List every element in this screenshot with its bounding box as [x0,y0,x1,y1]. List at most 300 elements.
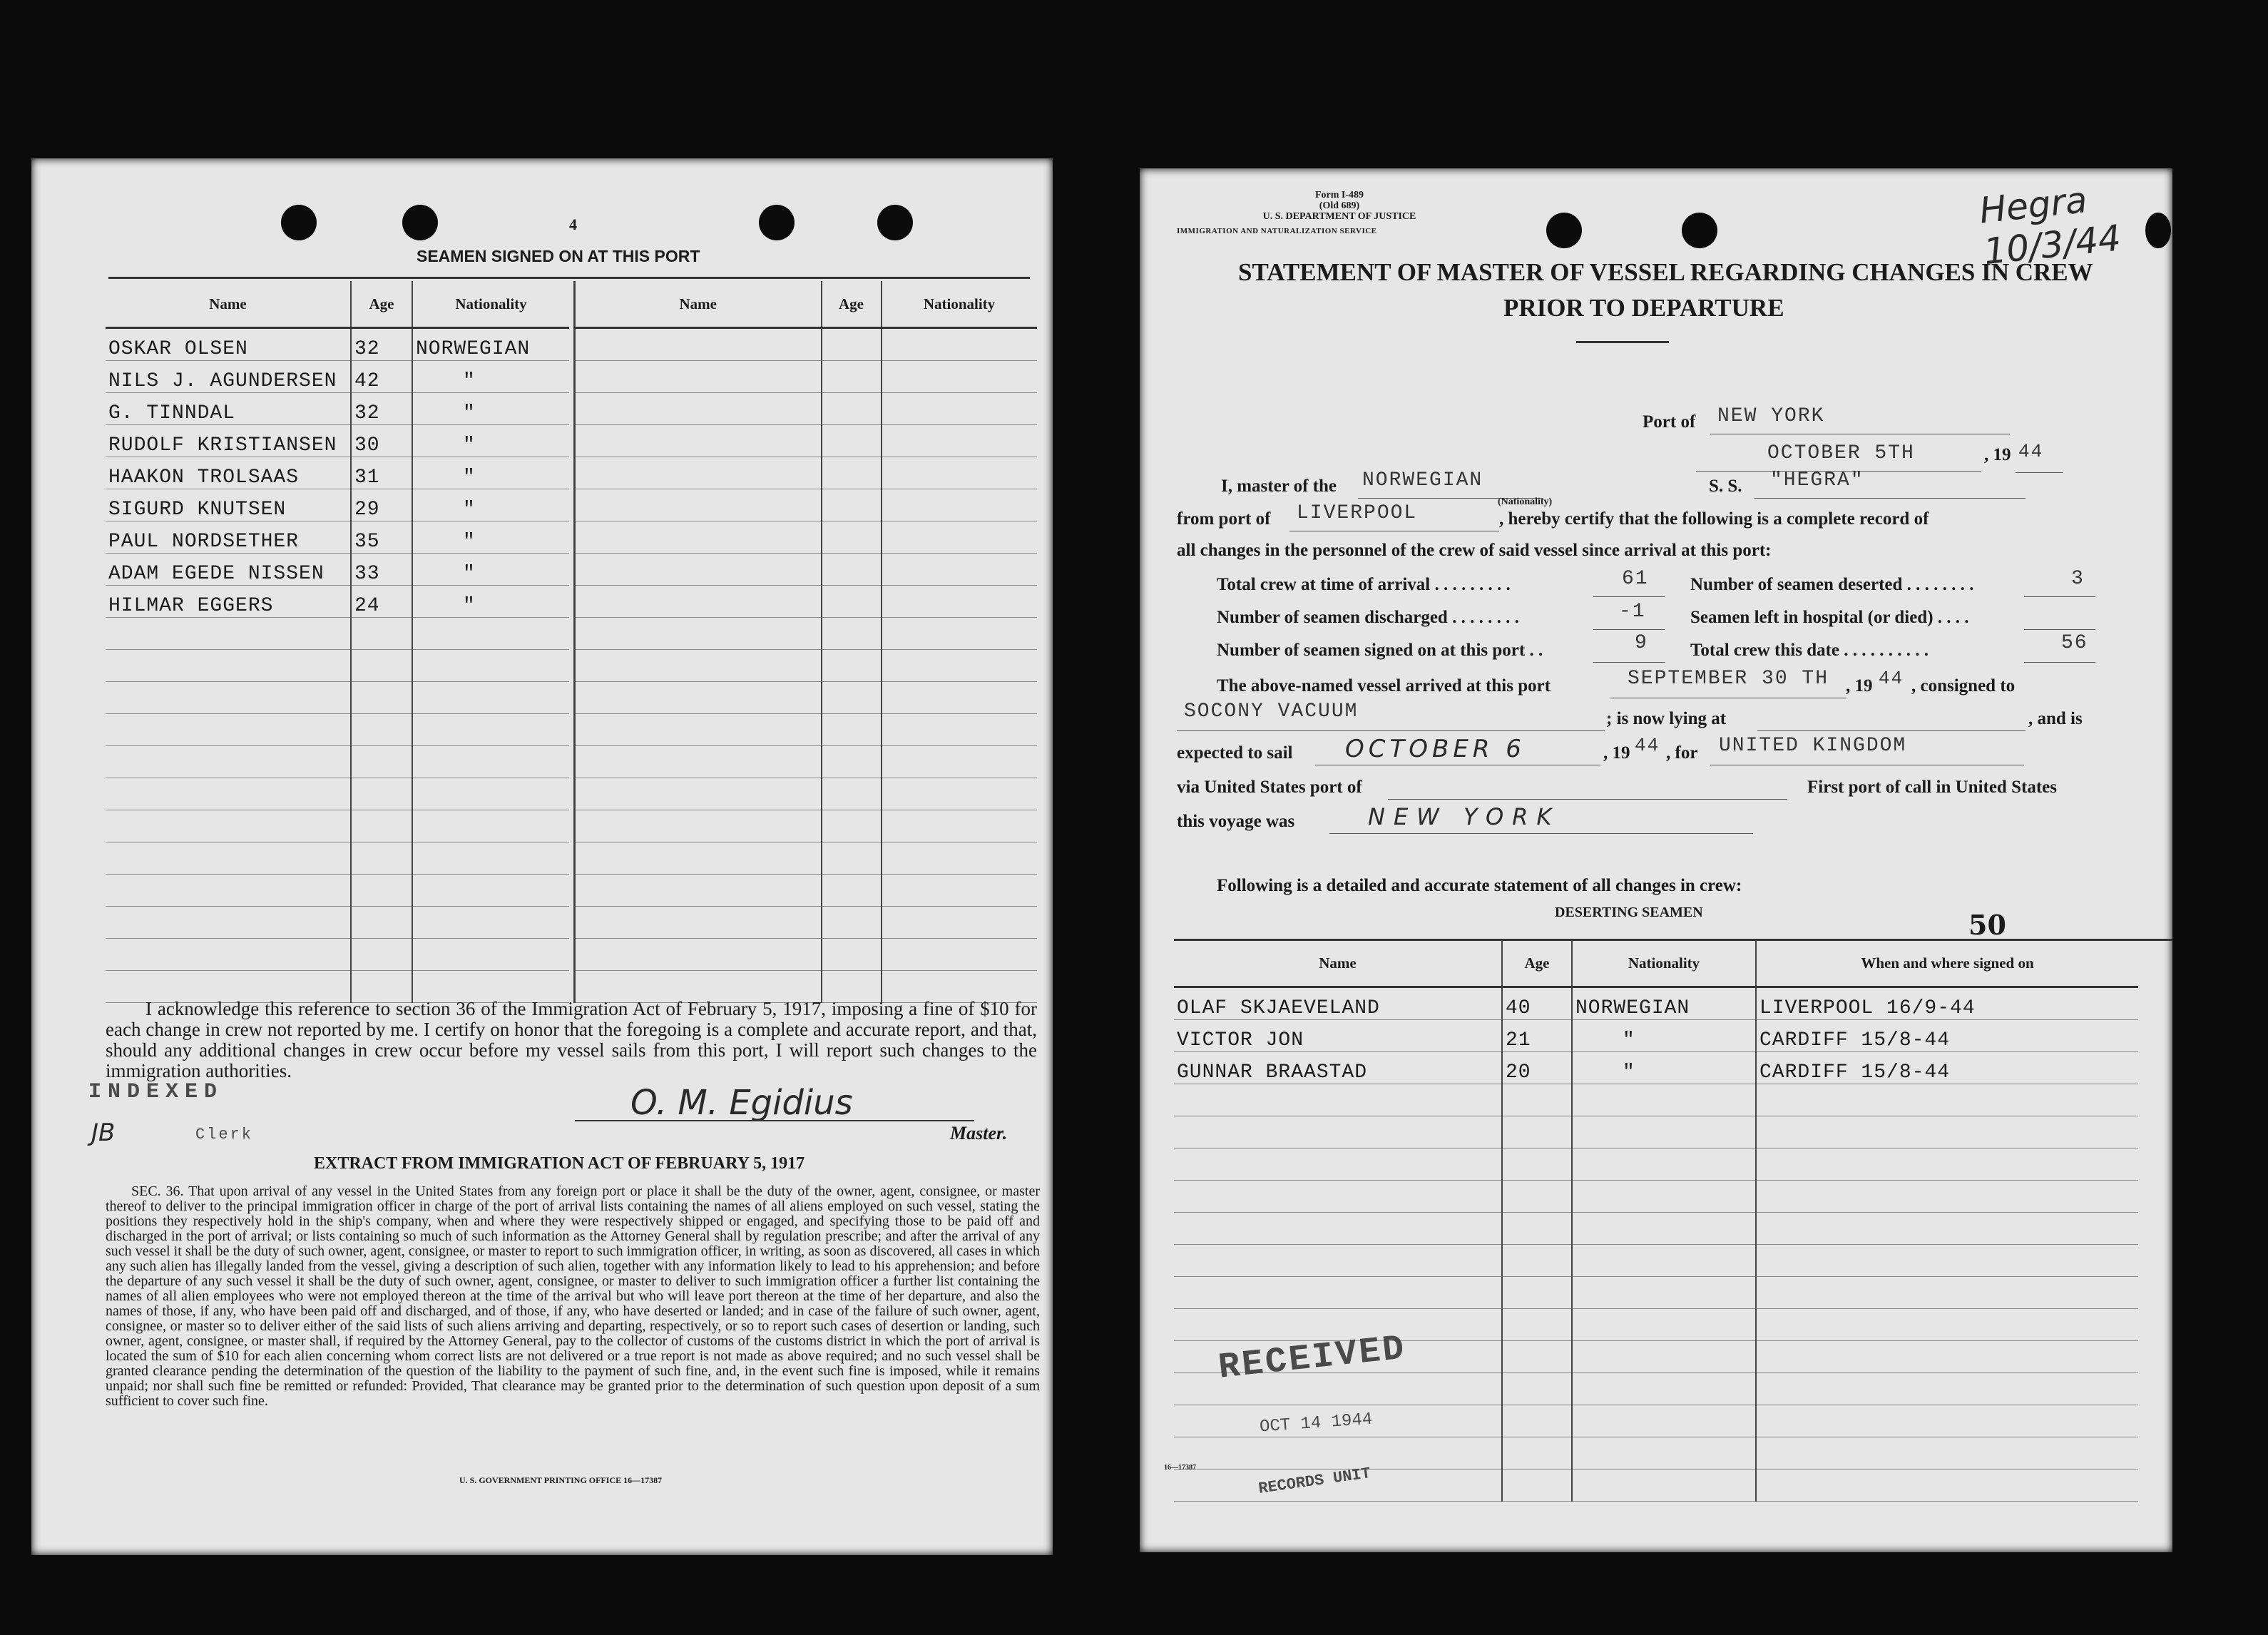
year-prefix: , 19 [1984,445,2011,464]
cell-nationality [882,457,1037,489]
ss-label: S. S. [1709,477,1742,496]
col-header-name: Name [575,281,822,328]
punch-hole [281,205,317,240]
cell-age [351,714,412,746]
clerk-initials: JB [91,1119,116,1147]
clerk-label: Clerk [195,1126,254,1144]
cell-name [575,650,822,682]
cell-nationality [882,778,1037,810]
right-page [1140,168,2172,1552]
table-row [106,457,569,489]
cell-name [106,842,351,875]
cell-age [822,554,882,586]
cell-age: 20 [1502,1052,1572,1084]
table-row [575,875,1037,907]
cell-nationality [882,554,1037,586]
cell-age: 31 [351,457,412,489]
consignee-value: SOCONY VACUUM [1184,701,1359,723]
table-row [106,554,569,586]
nationality-value: NORWEGIAN [1362,469,1483,491]
cell-nationality [412,650,569,682]
table-row [575,361,1037,393]
cell-age [1502,1437,1572,1470]
cell-nationality [1572,1470,1756,1502]
cell-age [351,810,412,842]
cell-name [106,810,351,842]
cell-nationality: " [1572,1020,1756,1052]
table-row [1174,1277,2138,1309]
cell-age [822,393,882,425]
cell-name [575,554,822,586]
cell-signed-on [1756,1309,2138,1341]
form-old: (Old 689) [1319,200,1360,211]
cell-name: HAAKON TROLSAAS [106,457,351,489]
sail-year-prefix: , 19 [1603,743,1630,763]
cell-name [106,714,351,746]
cell-name [106,778,351,810]
ship-name: "HEGRA" [1770,469,1864,491]
cell-nationality [1572,1405,1756,1437]
cell-age [1502,1213,1572,1245]
sail-date: OCTOBER 6 [1345,735,1526,763]
cell-age [1502,1277,1572,1309]
cell-name [106,650,351,682]
cell-signed-on [1756,1213,2138,1245]
table-row [575,328,1037,361]
cell-age: 32 [351,393,412,425]
department: U. S. DEPARTMENT OF JUSTICE [1262,211,1416,222]
cell-nationality [412,682,569,714]
col-header-age: Age [351,281,412,328]
cell-age [1502,1245,1572,1277]
table-row [106,875,569,907]
master-label: Master. [950,1123,1008,1144]
cell-nationality [882,425,1037,457]
cell-age: 24 [351,586,412,618]
table-row [575,489,1037,521]
cell-nationality: " [412,457,569,489]
cell-signed-on [1756,1405,2138,1437]
cell-nationality: NORWEGIAN [412,328,569,361]
cell-age: 35 [351,521,412,554]
col-header-name: Name [106,281,351,328]
punch-hole [1546,213,1582,248]
cell-name [106,618,351,650]
punch-hole [402,205,438,240]
table-row [1174,1245,2138,1277]
total-crew-date-label: Total crew this date . . . . . . . . . . [1690,641,1929,660]
arrived-label: The above-named vessel arrived at this port [1217,676,1551,696]
cell-nationality [882,682,1037,714]
signed-on-label: Number of seamen signed on at this port . . [1217,641,1543,660]
cell-name [575,714,822,746]
cell-name [575,939,822,971]
cell-signed-on [1756,1341,2138,1373]
cell-name [575,521,822,554]
seamen-table-right [573,281,1037,1003]
total-crew-date: 56 [2061,632,2088,654]
cell-nationality: " [412,521,569,554]
table-row [106,682,569,714]
cell-age [1502,1309,1572,1341]
cell-signed-on [1756,1181,2138,1213]
title-rule [1576,341,1669,343]
voyage-label: this voyage was [1177,812,1295,831]
table-row [1174,1020,2138,1052]
cell-name [575,875,822,907]
table-row [575,554,1037,586]
cell-name: OLAF SKJAEVELAND [1174,987,1502,1020]
cell-nationality [1572,1373,1756,1405]
cell-nationality [412,875,569,907]
cell-age [351,907,412,939]
and-is-label: , and is [2028,709,2083,728]
table-row [106,586,569,618]
for-label: , for [1666,743,1698,763]
from-port-label: from port of [1177,509,1271,529]
cell-age [1502,1181,1572,1213]
cell-nationality [882,489,1037,521]
table-row [1174,1148,2138,1181]
table-row [1174,1437,2138,1470]
table-row [106,907,569,939]
col-header-signed-on: When and where signed on [1756,940,2138,987]
printer-line: U. S. GOVERNMENT PRINTING OFFICE 16—17387 [459,1475,663,1485]
deserted-label: Number of seamen deserted . . . . . . . . [1690,575,1974,594]
cell-signed-on [1756,1373,2138,1405]
records-unit-stamp: RECORDS UNIT [1257,1465,1372,1498]
cell-age: 29 [351,489,412,521]
cell-age [822,842,882,875]
cell-nationality: " [412,586,569,618]
cell-age [822,682,882,714]
cell-age [822,521,882,554]
cell-nationality [882,393,1037,425]
master-of-label: I, master of the [1221,477,1337,496]
certify-text-2: all changes in the personnel of the crew of said vessel since arrival at this port: [1177,541,1772,560]
service-name: IMMIGRATION AND NATURALIZATION SERVICE [1177,227,1377,235]
cell-age [1502,1470,1572,1502]
cell-nationality [1572,1084,1756,1116]
cell-age [822,618,882,650]
cell-name [106,907,351,939]
table-row [106,618,569,650]
cell-nationality: " [412,393,569,425]
table-row [1174,1052,2138,1084]
footer-code: 16—17387 [1164,1464,1196,1472]
table-row [575,907,1037,939]
cell-name [1174,1213,1502,1245]
table-row [106,746,569,778]
col-header-nationality: Nationality [882,281,1037,328]
port-label: Port of [1643,412,1696,432]
cell-nationality [412,842,569,875]
cell-signed-on: CARDIFF 15/8-44 [1756,1052,2138,1084]
expected-label: expected to sail [1177,743,1293,763]
cell-nationality [1572,1309,1756,1341]
arrived-year-prefix: , 19 [1846,676,1873,696]
table-row [575,682,1037,714]
cell-age [1502,1084,1572,1116]
col-header-nationality: Nationality [412,281,569,328]
cell-name: ADAM EGEDE NISSEN [106,554,351,586]
cell-name [575,328,822,361]
col-header-age: Age [822,281,882,328]
cell-name: NILS J. AGUNDERSEN [106,361,351,393]
cell-name [575,586,822,618]
cell-name [106,746,351,778]
hospital-label: Seamen left in hospital (or died) . . . . [1690,608,1969,627]
seamen-table-left [106,281,569,1003]
table-row [106,361,569,393]
cell-signed-on [1756,1116,2138,1148]
cell-nationality: " [412,554,569,586]
cell-nationality [882,875,1037,907]
cell-nationality [882,618,1037,650]
cell-nationality [1572,1437,1756,1470]
table-row [575,746,1037,778]
cell-name: G. TINNDAL [106,393,351,425]
master-signature: O. M. Egidius [630,1083,853,1123]
from-port-value: LIVERPOOL [1297,502,1418,524]
cell-name: OSKAR OLSEN [106,328,351,361]
cell-nationality [412,746,569,778]
cell-age [1502,1148,1572,1181]
table-row [575,393,1037,425]
cell-age [822,810,882,842]
acknowledgment-text: I acknowledge this reference to section 36 of the Immigration Act of February 5, 1917, imposing a fine of $10 for each change in crew not reported by me. I certify on honor that the foregoing is a complete and accurate report, and that, should any additional changes in crew occur before my vessel sails from this port, I will report such changes to the immigration authorities. [106,998,1037,1081]
table-row [575,810,1037,842]
following-label: Following is a detailed and accurate statement of all changes in crew: [1217,876,1742,895]
table-row [575,457,1037,489]
table-row [1174,1181,2138,1213]
col-header-age: Age [1502,940,1572,987]
cell-name [575,425,822,457]
cell-nationality [882,586,1037,618]
cell-nationality [882,907,1037,939]
cell-name [575,457,822,489]
cell-name [1174,1437,1502,1470]
table-row [106,714,569,746]
cell-nationality [882,746,1037,778]
form-title-line1: STATEMENT OF MASTER OF VESSEL REGARDING CHANGES IN CREW [1238,258,2093,286]
table-row [106,650,569,682]
cell-nationality [1572,1341,1756,1373]
total-crew-arrival-label: Total crew at time of arrival . . . . . . . . . [1217,575,1511,594]
cell-age: 33 [351,554,412,586]
page-number: 4 [569,215,577,233]
punch-hole [877,205,913,240]
col-header-name: Name [1174,940,1502,987]
table-row [575,939,1037,971]
number-stamp: 50 [1968,909,2006,941]
cell-signed-on: CARDIFF 15/8-44 [1756,1020,2138,1052]
cell-age [351,618,412,650]
consigned-label: , consigned to [1911,676,2016,696]
cell-name [1174,1245,1502,1277]
cell-name: VICTOR JON [1174,1020,1502,1052]
col-header-nationality: Nationality [1572,940,1756,987]
cell-age: 32 [351,328,412,361]
certify-text: , hereby certify that the following is a complete record of [1499,509,1929,529]
cell-age [351,650,412,682]
cell-nationality [882,361,1037,393]
table-row [575,521,1037,554]
table-row [106,521,569,554]
table-row [575,842,1037,875]
cell-nationality [412,618,569,650]
cell-name [575,778,822,810]
cell-nationality: " [412,361,569,393]
cell-signed-on [1756,1084,2138,1116]
received-stamp: RECEIVED [1216,1328,1409,1389]
cell-age [351,875,412,907]
cell-age [822,457,882,489]
cell-age [822,328,882,361]
port-value: NEW YORK [1717,405,1825,427]
punch-hole [1682,213,1717,248]
cell-nationality: " [412,425,569,457]
cell-name [106,875,351,907]
left-page [31,158,1053,1555]
cell-nationality [882,328,1037,361]
cell-name [575,489,822,521]
arrived-year: 44 [1879,668,1904,689]
first-port-label: First port of call in United States [1807,778,2057,797]
cell-nationality [882,842,1037,875]
cell-signed-on [1756,1437,2138,1470]
table-row [106,810,569,842]
cell-nationality [882,714,1037,746]
cell-age [351,746,412,778]
cell-age: 21 [1502,1020,1572,1052]
extract-heading: EXTRACT FROM IMMIGRATION ACT OF FEBRUARY 5, 1917 [314,1154,805,1173]
cell-age [1502,1373,1572,1405]
total-crew-arrival: 61 [1622,568,1649,590]
cell-age [822,907,882,939]
cell-nationality [412,907,569,939]
cell-age [822,586,882,618]
cell-age [351,682,412,714]
cell-name [575,746,822,778]
table-row [106,842,569,875]
lying-label: ; is now lying at [1606,709,1727,728]
cell-nationality [882,939,1037,971]
cell-name [106,682,351,714]
cell-name: GUNNAR BRAASTAD [1174,1052,1502,1084]
cell-name [575,810,822,842]
cell-nationality [882,650,1037,682]
discharged-label: Number of seamen discharged . . . . . . . . [1217,608,1519,627]
cell-name [575,682,822,714]
discharged-count: -1 [1619,601,1646,623]
cell-nationality: " [1572,1052,1756,1084]
cell-age [351,842,412,875]
table-row [106,425,569,457]
form-number: Form I-489 [1314,190,1364,200]
cell-name [575,907,822,939]
cell-age [822,714,882,746]
cell-name [1174,1181,1502,1213]
cell-age [1502,1116,1572,1148]
deserted-count: 3 [2071,568,2085,590]
received-date: OCT 14 1944 [1259,1410,1374,1437]
cell-signed-on [1756,1245,2138,1277]
cell-name: RUDOLF KRISTIANSEN [106,425,351,457]
cell-age [822,361,882,393]
table-row [106,778,569,810]
destination-value: UNITED KINGDOM [1719,735,1907,757]
table-row [106,393,569,425]
cell-name: HILMAR EGGERS [106,586,351,618]
section-heading: SEAMEN SIGNED ON AT THIS PORT [417,247,700,265]
form-block [1261,190,1418,222]
cell-nationality [1572,1148,1756,1181]
sail-year: 44 [1635,735,1660,756]
cell-name [575,618,822,650]
table-row [575,778,1037,810]
table-row [106,328,569,361]
cell-nationality [412,939,569,971]
cell-age [822,939,882,971]
cell-age [1502,1405,1572,1437]
cell-nationality [412,810,569,842]
cell-signed-on [1756,1277,2138,1309]
cell-age [822,875,882,907]
cell-age: 42 [351,361,412,393]
cell-nationality [1572,1277,1756,1309]
table-row [1174,1309,2138,1341]
cell-nationality [412,778,569,810]
cell-nationality [1572,1213,1756,1245]
cell-age: 40 [1502,987,1572,1020]
cell-nationality: NORWEGIAN [1572,987,1756,1020]
form-title-line2: PRIOR TO DEPARTURE [1503,294,1784,322]
cell-age [822,778,882,810]
table-row [575,650,1037,682]
cell-age [822,650,882,682]
table-row [575,586,1037,618]
table-row [106,939,569,971]
indexed-stamp: INDEXED [88,1080,224,1104]
cell-nationality [882,521,1037,554]
cell-age [1502,1341,1572,1373]
cell-name: SIGURD KNUTSEN [106,489,351,521]
cell-age [822,425,882,457]
date-value: OCTOBER 5TH [1767,442,1915,464]
cell-signed-on: LIVERPOOL 16/9-44 [1756,987,2138,1020]
handwritten-corner-note: Hegra 10/3/44 [1977,179,2123,273]
cell-name: PAUL NORDSETHER [106,521,351,554]
cell-name [1174,1277,1502,1309]
cell-name [1174,1116,1502,1148]
nationality-caption: (Nationality) [1498,496,1553,507]
cell-name [575,393,822,425]
cell-name [575,842,822,875]
table-row [575,618,1037,650]
cell-signed-on [1756,1148,2138,1181]
cell-name [1174,1084,1502,1116]
cell-age: 30 [351,425,412,457]
deserting-heading: DESERTING SEAMEN [1555,905,1703,920]
table-row [575,714,1037,746]
extract-text: SEC. 36. That upon arrival of any vessel in the United States from any foreign port or place it shall be the duty of the owner, agent, consignee, or master thereof to deliver to the principal immigration officer in charge of the port of arrival lists containing the names of all aliens employed on such vessel, stating the positions they respectively hold in the ship's company, when and where they were respectively shipped or engaged, and specifying those to be paid off and discharged in the port of arrival; or lists containing so much of such information as the Attorney General shall by regulation prescribe; and after the arrival of any such vessel it shall be the duty of such owner, agent, consignee, or master to report to such immigration officer, in writing, as soon as discovered, all cases in which any such alien has illegally landed from the vessel, giving a description of such alien, together with any information likely to lead to his apprehension; and before the departure of any such vessel it shall be the duty of such owner, agent, consignee, or master to deliver to such immigration officer a further list containing the names of all alien employees who were not employed thereon at the time of the arrival but who will leave port thereon at the time of her departure, and also the names of those, if any, who have been paid off and discharged, and of those, if any, who have deserted or landed; and in case of the failure of such owner, agent, consignee, or master so to deliver either of the said lists of such aliens arriving and departing, respectively, or so to report such cases of desertion or landing, such owner, agent, consignee, or master shall, if required by the Attorney General, pay to the collector of customs of the customs district in which the port of arrival is located the sum of $10 for each alien concerning whom correct lists are not delivered or a true report is not made as above required; and no such vessel shall be granted clearance pending the determination of the question of the liability to the payment of such fine, and, in the event such fine is imposed, while it remains unpaid; nor shall such fine be remitted or refunded: Provided, That clearance may be granted prior to the determination of such question upon deposit of a sum sufficient to cover such fine. [106,1183,1040,1409]
table-row [575,425,1037,457]
table-row [1174,1084,2138,1116]
heading-rule [108,277,1030,279]
cell-nationality [1572,1181,1756,1213]
cell-nationality [1572,1116,1756,1148]
